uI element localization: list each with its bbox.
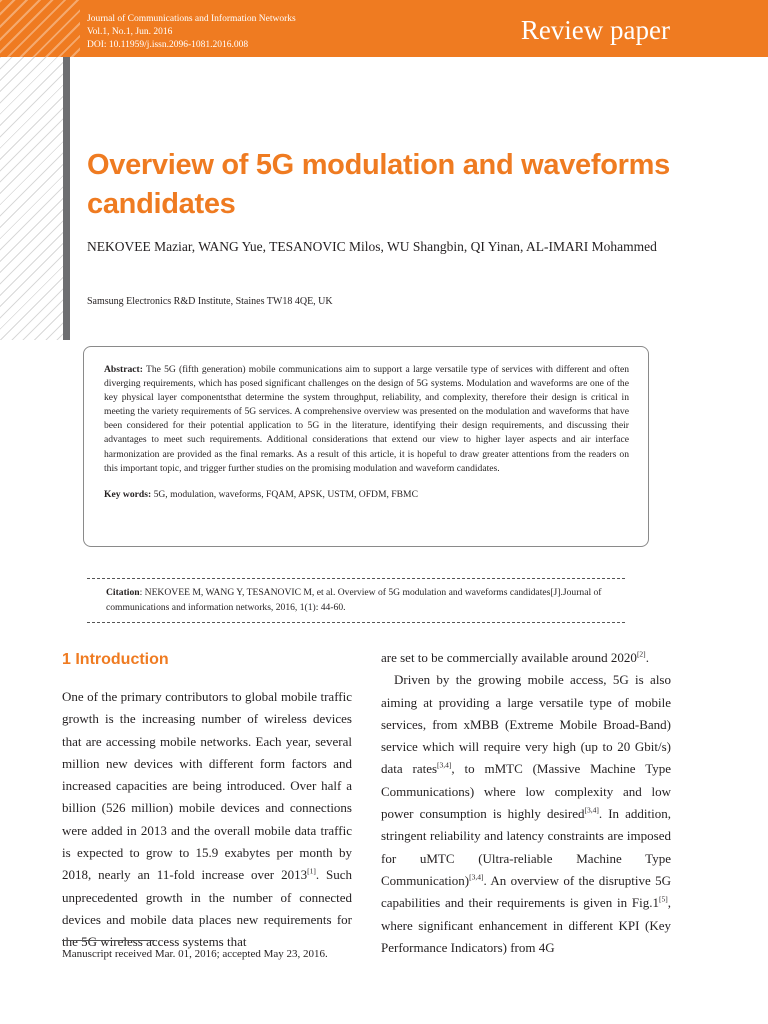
section-heading: 1 Introduction [62, 651, 169, 668]
left-column [62, 686, 352, 954]
reference-2[interactable]: [2] [636, 649, 646, 659]
keywords-label: Key words: [104, 488, 152, 500]
intro-text-c: are set to be commercially available around 2020 [381, 650, 637, 665]
intro-paragraph-2 [381, 669, 671, 959]
intro-text-a: One of the primary contributors to global mobile traffic growth is the increasing number of wireless devices that are accessing mobile networks. Each year, several million new devices with different form factors and increased capacities are being introduced. Over half a billion (526 million) mobile devices and connections were added in 2013 and the overall mobile data traffic is expected to grow to 15.9 exabytes per month by 2018, nearly an 11-fold increase over 2013 [62, 689, 352, 883]
intro-text-h: , where significant enhancement in different KPI (Key Performance Indicators) from 4G [381, 895, 671, 955]
reference-3-4[interactable]: [3,4] [437, 761, 452, 771]
reference-1[interactable]: [1] [307, 867, 316, 877]
intro-text-e: , to mMTC (Massive Machine Type Communications) where low complexity and low power consumption is highly desired [381, 761, 671, 822]
abstract [104, 363, 629, 476]
reference-3-4[interactable]: [3,4] [584, 805, 599, 815]
keywords [104, 488, 629, 502]
citation-text: : NEKOVEE M, WANG Y, TESANOVIC M, et al. Overview of 5G modulation and waveforms candidates[J].Journal of communications and information networks, 2016, 1(1): 44-60. [106, 587, 602, 613]
citation-label: Citation [106, 587, 140, 598]
intro-text-f: . In addition, stringent reliability and latency constraints are imposed for uMTC (Ultra-reliable Machine Type Communication) [381, 806, 671, 888]
left-stripe-pattern [0, 57, 68, 340]
abstract-box [83, 346, 649, 547]
journal-volume: Vol.1, No.1, Jun. 2016 [87, 27, 173, 37]
citation-bottom-divider [87, 622, 625, 623]
abstract-label: Abstract: [104, 364, 143, 375]
intro-text-c-end: . [645, 650, 649, 665]
right-column [381, 647, 671, 959]
journal-header [0, 0, 768, 57]
citation-top-divider [87, 578, 625, 579]
paper-type-label: Review paper [520, 15, 670, 45]
intro-paragraph-1-continued [381, 647, 671, 669]
keywords-text: 5G, modulation, waveforms, FQAM, APSK, USTM, OFDM, FBMC [153, 488, 418, 500]
journal-meta [87, 13, 296, 52]
header-stripe-pattern [0, 0, 80, 57]
intro-text-b: . Such unprecedented growth in the number of connected devices and mobile data places new requirements for the 5G wireless access systems that [62, 867, 353, 950]
journal-name: Journal of Communications and Information Networks [87, 14, 296, 24]
abstract-text: The 5G (fifth generation) mobile communications aim to support a large versatile type of services with different and often diverging requirements, which has posed significant challenges on the design of 5G systems. Modulation and waveforms are one of the key physical layer componentsthat determine the system throughput, reliability, and complexity, therefore their design is critical in meeting the variety requirements of 5G services. A comprehensive overview was presented on the modulation and waveforms that have been considered for their potential application to 5G in the literature, identifying their design requirements, and discussing their advantages to meet such requirements. Additional considerations that extend our view to higher layer aspects and air interface harmonization are provided as the final remarks. As a result of this article, it is hopeful to draw greater attentions from the readers on this important topic, and trigger further studies on the promising modulation and waveform candidates. [104, 364, 630, 474]
footnote: Manuscript received Mar. 01, 2016; accepted May 23, 2016. [62, 948, 328, 960]
paper-title: Overview of 5G modulation and waveforms candidates [87, 149, 670, 220]
paper-authors: NEKOVEE Maziar, WANG Yue, TESANOVIC Milos, WU Shangbin, QI Yinan, AL-IMARI Mohammed [87, 239, 657, 254]
paper-affiliation: Samsung Electronics R&D Institute, Staines TW18 4QE, UK [87, 296, 333, 307]
intro-text-d: Driven by the growing mobile access, 5G is also aiming at providing a large versatile type of mobile services, from xMBB (Extreme Mobile Broad-Band) service which will require very high (up to 20 Gbit/s) data rates [381, 672, 671, 777]
intro-text-g: . An overview of the disruptive 5G capabilities and their requirements is given in Fig.1 [381, 872, 671, 911]
intro-paragraph-1 [62, 686, 352, 954]
citation [106, 586, 626, 615]
reference-3-4[interactable]: [3,4] [469, 872, 484, 882]
left-gray-bar [63, 57, 70, 340]
journal-doi: DOI: 10.11959/j.issn.2096-1081.2016.008 [87, 40, 249, 50]
reference-5[interactable]: [5] [659, 894, 668, 904]
footnote-rule [62, 940, 155, 941]
